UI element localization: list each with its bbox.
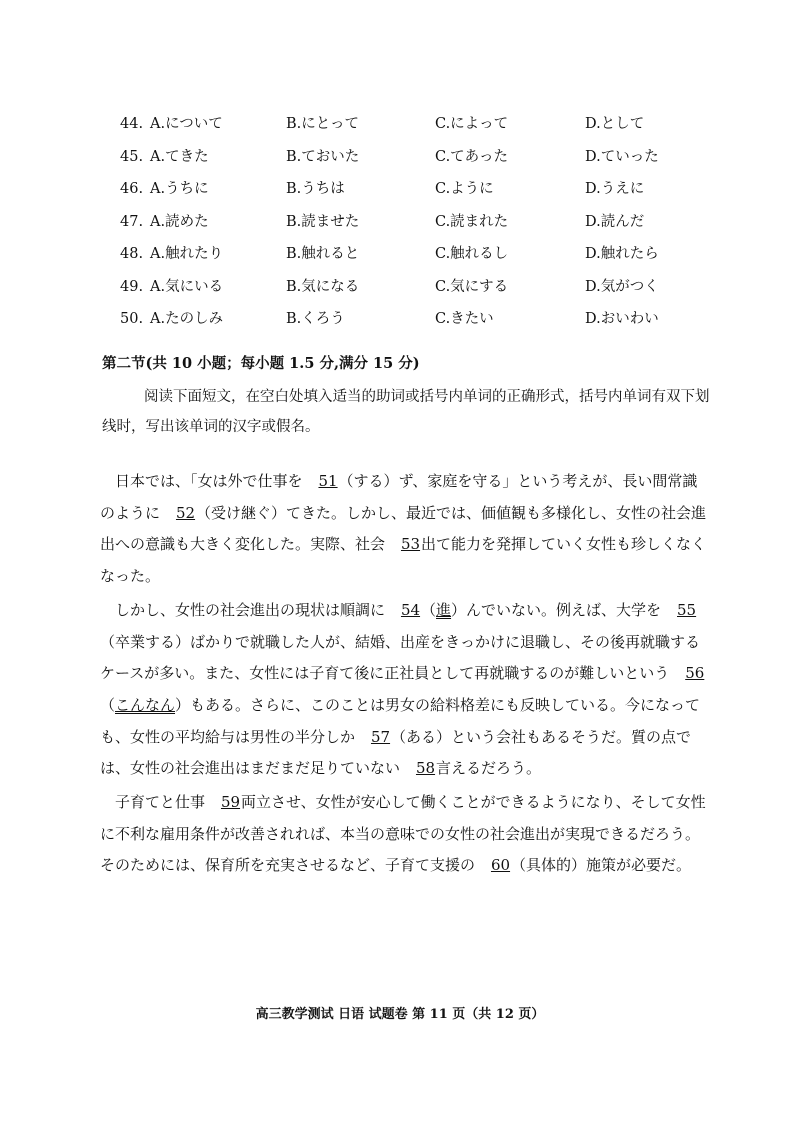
blank-55: 55 [677, 600, 697, 619]
option-b: B.にとって [286, 116, 359, 132]
option-d: D.気がつく [585, 278, 659, 295]
option-a: A.読めた [150, 213, 209, 230]
question-number: 50. [120, 311, 144, 327]
option-b: B.くろう [286, 311, 345, 327]
option-c: C.気にする [435, 278, 509, 295]
passage-text: （する）ず、家庭を守る」という考えが、長い間常識のように [100, 472, 698, 522]
option-d: D.おいわい [585, 311, 659, 327]
option-c: C.てあった [435, 148, 509, 165]
blank-56: 56 [685, 664, 705, 683]
question-number: 45. [120, 148, 144, 165]
double-underlined-word: 進 [436, 600, 452, 619]
passage-text: しかし、女性の社会進出の現状は順調に [115, 600, 386, 619]
passage-text: ）もある。さらに、このことは男女の給料格差にも反映している。今になっても、女性の平均給与は男性の半分しか [100, 695, 701, 746]
double-underlined-word: こんなん [115, 695, 176, 714]
passage-text: 子育てと仕事 [115, 793, 206, 812]
option-b: B.気になる [286, 278, 360, 295]
passage-text: （ある）という会社もあるそうだ。質の点では、女性の社会進出はまだまだ足りていない [100, 727, 692, 778]
blank-53: 53 [400, 535, 421, 554]
passage-text: （具体的）施策が必要だ。 [511, 856, 692, 875]
blank-54: 54 [400, 600, 421, 619]
passage-text: 出て能力を発揮していく女性も珍しくなくなった。 [100, 535, 707, 586]
blank-58: 58 [415, 759, 436, 778]
reading-passage [100, 466, 710, 882]
passage-text: （受け継ぐ）てきた。しかし、最近では、価値観も多様化し、女性の社会進出への意識も大きく変化した。実際、社会 [100, 503, 707, 554]
passage-paragraph-3 [100, 787, 710, 882]
option-b: B.触れると [286, 246, 360, 262]
choice-list [120, 108, 740, 336]
page-footer: 高三教学测试 日语 试题卷 第 11 页（共 12 页） [255, 1007, 545, 1022]
option-c: C.触れるし [435, 246, 509, 262]
question-44 [120, 108, 740, 141]
blank-59: 59 [220, 793, 241, 812]
question-number: 46. [120, 181, 144, 197]
option-c: C.ように [435, 181, 494, 197]
option-b: B.読ませた [286, 213, 360, 230]
section-instructions: 阅读下面短文，在空白处填入适当的助词或括号内单词的正确形式，括号内单词有双下划线时，写出该单词的汉字或假名。 [102, 389, 710, 435]
option-d: D.ていった [585, 148, 659, 165]
option-c: C.によって [435, 116, 509, 132]
option-d: D.触れたら [585, 246, 659, 262]
question-number: 48. [120, 246, 144, 262]
section-heading: 第二节(共 10 小题；每小题 1.5 分,满分 15 分) [102, 355, 420, 372]
passage-text: （ [100, 695, 116, 714]
passage-text: 両立させ、女性が安心して働くことができるようになり、そして女性に不利な雇用条件が改善されれば、本当の意味での女性の社会進出が実現できるだろう。そのためには、保育所を充実させるなど、子育て支援の [100, 793, 706, 875]
passage-paragraph-2 [100, 595, 710, 785]
question-45 [120, 141, 740, 174]
option-c: C.きたい [435, 311, 494, 327]
passage-text: 言えるだろう。 [436, 759, 542, 778]
blank-60: 60 [490, 856, 511, 875]
blank-51: 51 [318, 472, 338, 490]
question-number: 44. [120, 116, 144, 132]
passage-text: （ [421, 600, 437, 619]
question-48 [120, 238, 740, 271]
question-46 [120, 173, 740, 206]
option-b: B.ておいた [286, 148, 360, 165]
option-b: B.うちは [286, 181, 345, 197]
option-a: A.について [150, 116, 223, 132]
passage-text: （卒業する）ばかりで就職した人が、結婚、出産をきっかけに退職し、その後再就職するケースが多い。また、女性には子育て後に正社員として再就職するのが難しいという [100, 632, 701, 683]
option-d: D.うえに [585, 181, 645, 197]
blank-57: 57 [370, 727, 391, 746]
passage-text: ）んでいない。例えば、大学を [451, 600, 662, 619]
option-a: A.てきた [150, 148, 209, 165]
blank-52: 52 [175, 503, 196, 522]
passage-paragraph-1 [100, 466, 710, 593]
option-d: D.として [585, 116, 645, 132]
question-47 [120, 206, 740, 239]
passage-text: 日本では、「女は外で仕事を [115, 472, 303, 490]
option-a: A.気にいる [150, 278, 224, 295]
question-number: 47. [120, 213, 144, 230]
option-d: D.読んだ [585, 213, 645, 230]
question-49 [120, 271, 740, 304]
option-a: A.触れたり [150, 246, 224, 262]
question-number: 49. [120, 278, 144, 295]
option-a: A.うちに [150, 181, 209, 197]
option-a: A.たのしみ [150, 311, 224, 327]
option-c: C.読まれた [435, 213, 509, 230]
question-50 [120, 303, 740, 336]
